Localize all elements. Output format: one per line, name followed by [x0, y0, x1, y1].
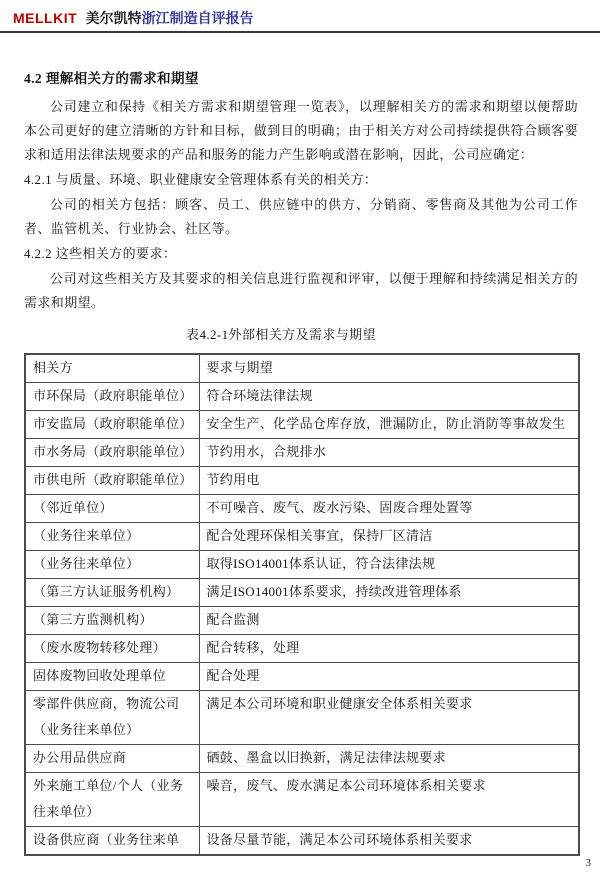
document-content: [0, 33, 600, 856]
table-row: [25, 579, 579, 607]
column-header: 相关方: [25, 354, 199, 383]
relations-table-body: [25, 354, 579, 855]
requirement-cell: 符合环境法律法规: [199, 383, 579, 411]
table-caption: 表4.2-1外部相关方及需求与期望: [186, 327, 376, 342]
requirement-cell: 不可噪音、废气、废水污染、固废合理处置等: [199, 495, 579, 523]
brand-logo-text: MELLKIT: [13, 10, 78, 26]
table-row: [25, 773, 579, 827]
company-name: 美尔凯特: [85, 12, 142, 27]
requirement-cell: 节约用水，合规排水: [199, 439, 579, 467]
party-cell: 设备供应商（业务往来单: [25, 827, 199, 856]
party-cell: （废水废物转移处理）: [25, 635, 199, 663]
requirement-cell: 配合监测: [199, 607, 579, 635]
requirement-cell: 配合处理环保相关事宜，保持厂区清洁: [199, 523, 579, 551]
party-cell: 市水务局（政府职能单位）: [25, 439, 199, 467]
table-row: [25, 691, 579, 745]
party-cell: 外来施工单位/个人（业务往来单位）: [25, 773, 199, 827]
page-header: [0, 0, 600, 33]
table-row: [25, 551, 579, 579]
subheading-4-2-2: 4.2.2 这些相关方的要求：: [24, 246, 177, 261]
table-row: [25, 411, 579, 439]
table-row: [25, 827, 579, 856]
table-row: [25, 607, 579, 635]
requirement-cell: 满足ISO14001体系要求，持续改进管理体系: [199, 579, 579, 607]
party-cell: （业务往来单位）: [25, 551, 199, 579]
requirement-cell: 节约用电: [199, 467, 579, 495]
party-cell: （邻近单位）: [25, 495, 199, 523]
table-row: [25, 467, 579, 495]
table-row: [25, 383, 579, 411]
table-header-row: [25, 354, 579, 383]
paragraph-2: 公司的相关方包括：顾客、员工、供应链中的供方、分销商、零售商及其他为公司工作者、监管机关、行业协会、社区等。: [24, 197, 578, 236]
page-number: 3: [585, 857, 591, 869]
requirement-cell: 硒鼓、墨盒以旧换新，满足法律法规要求: [199, 745, 579, 773]
table-row: [25, 635, 579, 663]
party-cell: 市供电所（政府职能单位）: [25, 467, 199, 495]
report-title: 浙江制造自评报告: [141, 12, 254, 27]
party-cell: 办公用品供应商: [25, 745, 199, 773]
requirement-cell: 满足本公司环境和职业健康安全体系相关要求: [199, 691, 579, 745]
requirement-cell: 配合转移，处理: [199, 635, 579, 663]
party-cell: 市安监局（政府职能单位）: [25, 411, 199, 439]
external-relations-table: [24, 353, 580, 856]
party-cell: 固体废物回收处理单位: [25, 663, 199, 691]
party-cell: 市环保局（政府职能单位）: [25, 383, 199, 411]
column-header: 要求与期望: [199, 354, 579, 383]
table-row: [25, 439, 579, 467]
requirement-cell: 取得ISO14001体系认证，符合法律法规: [199, 551, 579, 579]
requirement-cell: 设备尽量节能，满足本公司环境体系相关要求: [199, 827, 579, 856]
party-cell: （业务往来单位）: [25, 523, 199, 551]
party-cell: （第三方监测机构）: [25, 607, 199, 635]
party-cell: 零部件供应商，物流公司（业务往来单位）: [25, 691, 199, 745]
table-row: [25, 663, 579, 691]
requirement-cell: 配合处理: [199, 663, 579, 691]
requirement-cell: 噪音，废气、废水满足本公司环境体系相关要求: [199, 773, 579, 827]
table-row: [25, 745, 579, 773]
requirement-cell: 安全生产、化学品仓库存放，泄漏防止，防止消防等事故发生: [199, 411, 579, 439]
paragraph-3: 公司对这些相关方及其要求的相关信息进行监视和评审，以便于理解和持续满足相关方的需求和期望。: [24, 271, 578, 310]
subheading-4-2-1: 4.2.1 与质量、环境、职业健康安全管理体系有关的相关方：: [24, 172, 378, 187]
table-row: [25, 495, 579, 523]
table-row: [25, 523, 579, 551]
section-heading-4-2: 4.2 理解相关方的需求和期望: [24, 71, 199, 86]
party-cell: （第三方认证服务机构）: [25, 579, 199, 607]
paragraph-1: 公司建立和保持《相关方需求和期望管理一览表》，以理解相关方的需求和期望以便帮助本公司更好的建立清晰的方针和目标，做到目的明确；由于相关方对公司持续提供符合顾客要求和适用法律法规要求的产品和服务的能力产生影响或潜在影响，因此，公司应确定：: [24, 99, 578, 162]
